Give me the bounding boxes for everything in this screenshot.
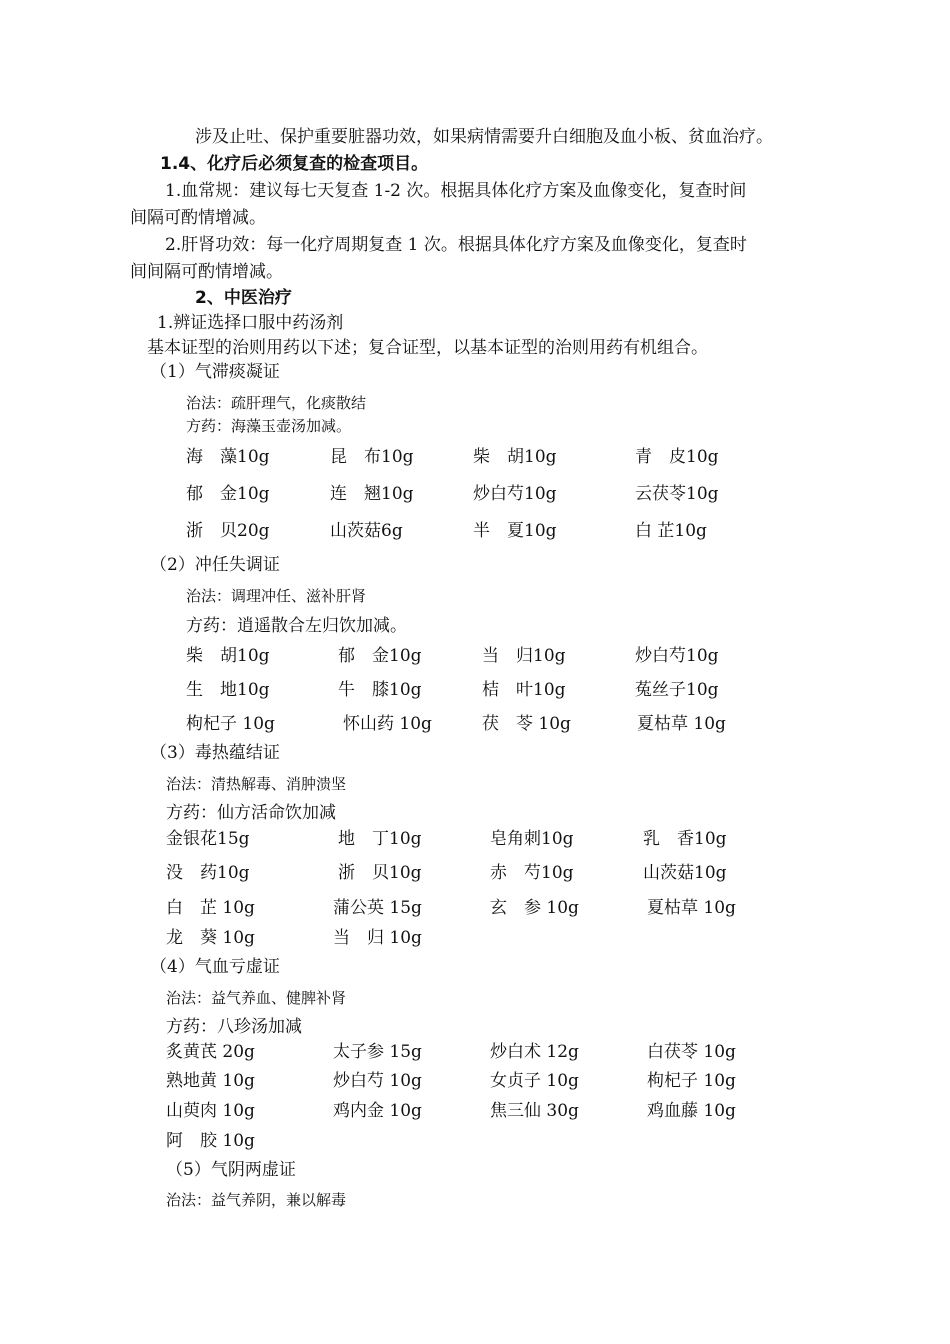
- herb-item: 金银花15g: [166, 829, 250, 849]
- herb-item: 皂角刺10g: [490, 829, 574, 849]
- herb-item: 怀山药 10g: [343, 714, 432, 734]
- herb-item: 夏枯草 10g: [647, 898, 736, 918]
- herb-item: 炒白术 12g: [490, 1042, 579, 1062]
- herb-item: 海 藻10g: [186, 447, 270, 467]
- herb-item: 生 地10g: [186, 680, 270, 700]
- herb-item: 赤 芍10g: [490, 863, 574, 883]
- herb-item: 地 丁10g: [338, 829, 422, 849]
- herb-item: 玄 参 10g: [490, 898, 579, 918]
- herb-item: 桔 叶10g: [482, 680, 566, 700]
- herb-item: 炒白芍10g: [473, 484, 557, 504]
- herb-item: 女贞子 10g: [490, 1071, 579, 1091]
- syndrome-title: （5）气阴两虚证: [166, 1160, 296, 1180]
- paragraph-line: 间间隔可酌情增减。: [130, 262, 283, 282]
- syndrome-title: （4）气血亏虚证: [150, 957, 280, 977]
- herb-item: 枸杞子 10g: [186, 714, 275, 734]
- herb-item: 山茨菇6g: [330, 521, 403, 541]
- section-heading: 1.4、化疗后必须复查的检查项目。: [160, 154, 429, 174]
- prescription: 方药：仙方活命饮加减: [166, 803, 336, 823]
- herb-item: 牛 膝10g: [338, 680, 422, 700]
- syndrome-title: （3）毒热蕴结证: [150, 743, 280, 763]
- treatment-method: 治法：清热解毒、消肿溃坚: [166, 775, 347, 793]
- herb-item: 鸡血藤 10g: [647, 1101, 736, 1121]
- herb-item: 菟丝子10g: [635, 680, 719, 700]
- herb-item: 太子参 15g: [333, 1042, 422, 1062]
- paragraph-line: 间隔可酌情增减。: [130, 208, 266, 228]
- prescription: 方药：逍遥散合左归饮加减。: [186, 616, 407, 636]
- herb-item: 柴 胡10g: [186, 646, 270, 666]
- herb-item: 山茨菇10g: [643, 863, 727, 883]
- herb-item: 当 归10g: [482, 646, 566, 666]
- treatment-method: 治法：调理冲任、滋补肝肾: [186, 587, 367, 605]
- herb-item: 柴 胡10g: [473, 447, 557, 467]
- herb-item: 连 翘10g: [330, 484, 414, 504]
- prescription: 方药：海藻玉壶汤加减。: [186, 417, 352, 435]
- herb-item: 没 药10g: [166, 863, 250, 883]
- herb-item: 阿 胶 10g: [166, 1131, 255, 1151]
- herb-item: 半 夏10g: [473, 521, 557, 541]
- herb-item: 炒白芍10g: [635, 646, 719, 666]
- herb-item: 夏枯草 10g: [637, 714, 726, 734]
- herb-item: 昆 布10g: [330, 447, 414, 467]
- herb-item: 鸡内金 10g: [333, 1101, 422, 1121]
- herb-item: 白 芷10g: [635, 521, 707, 541]
- herb-item: 炒白芍 10g: [333, 1071, 422, 1091]
- herb-item: 乳 香10g: [643, 829, 727, 849]
- paragraph-line: 基本证型的治则用药以下述；复合证型，以基本证型的治则用药有机组合。: [147, 338, 708, 358]
- syndrome-title: （2）冲任失调证: [150, 555, 280, 575]
- syndrome-title: （1）气滞痰凝证: [150, 362, 280, 382]
- herb-item: 山萸肉 10g: [166, 1101, 255, 1121]
- herb-item: 郁 金10g: [338, 646, 422, 666]
- paragraph-line: 1.血常规：建议每七天复查 1-2 次。根据具体化疗方案及血像变化，复查时间: [165, 181, 747, 201]
- herb-item: 熟地黄 10g: [166, 1071, 255, 1091]
- paragraph-line: 2.肝肾功效：每一化疗周期复查 1 次。根据具体化疗方案及血像变化，复查时: [165, 235, 747, 255]
- herb-item: 龙 葵 10g: [166, 928, 255, 948]
- paragraph-line: 涉及止吐、保护重要脏器功效，如果病情需要升白细胞及血小板、贫血治疗。: [195, 127, 773, 147]
- herb-item: 枸杞子 10g: [647, 1071, 736, 1091]
- herb-item: 炙黄芪 20g: [166, 1042, 255, 1062]
- herb-item: 云茯苓10g: [635, 484, 719, 504]
- treatment-method: 治法：益气养血、健脾补肾: [166, 989, 347, 1007]
- herb-item: 浙 贝10g: [338, 863, 422, 883]
- treatment-method: 治法：疏肝理气，化痰散结: [186, 394, 367, 412]
- herb-item: 焦三仙 30g: [490, 1101, 579, 1121]
- section-heading: 2、中医治疗: [195, 288, 292, 308]
- herb-item: 郁 金10g: [186, 484, 270, 504]
- herb-item: 白茯苓 10g: [647, 1042, 736, 1062]
- herb-item: 蒲公英 15g: [333, 898, 422, 918]
- herb-item: 茯 苓 10g: [482, 714, 571, 734]
- herb-item: 青 皮10g: [635, 447, 719, 467]
- herb-item: 当 归 10g: [333, 928, 422, 948]
- herb-item: 白 芷 10g: [166, 898, 255, 918]
- prescription: 方药：八珍汤加减: [166, 1017, 302, 1037]
- paragraph-line: 1.辨证选择口服中药汤剂: [157, 313, 344, 333]
- treatment-method: 治法：益气养阴，兼以解毒: [166, 1191, 347, 1209]
- herb-item: 浙 贝20g: [186, 521, 270, 541]
